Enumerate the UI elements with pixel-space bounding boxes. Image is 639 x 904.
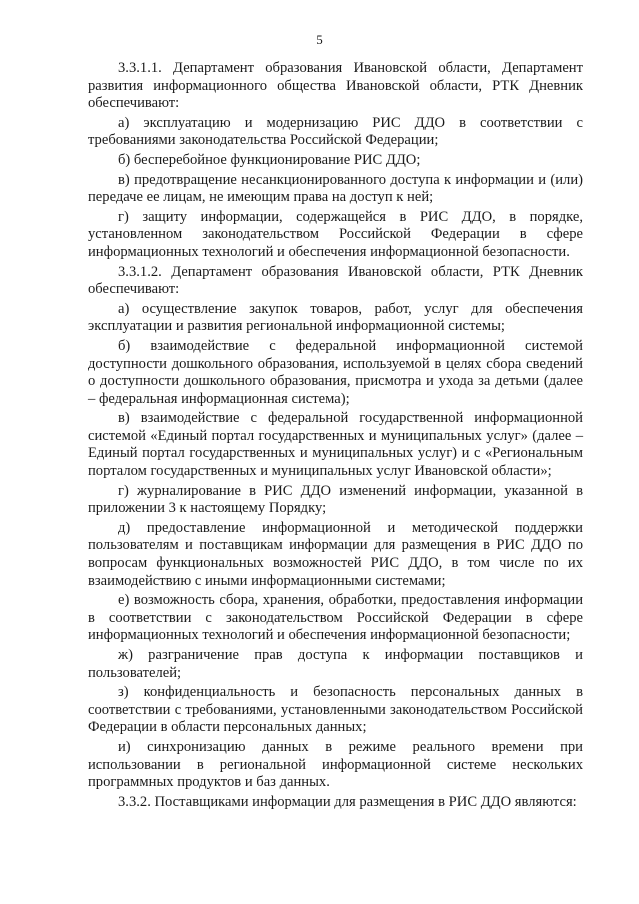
list-item-g: г) журналирование в РИС ДДО изменений информации, указанной в приложении 3 к настоящему Порядку; bbox=[88, 482, 583, 517]
list-item-zh: ж) разграничение прав доступа к информации поставщиков и пользователей; bbox=[88, 647, 583, 681]
page-number: 5 bbox=[316, 32, 323, 47]
list-item-b: б) бесперебойное функционирование РИС ДДО; bbox=[118, 151, 421, 168]
paragraph-3-3-2: 3.3.2. Поставщиками информации для размещения в РИС ДДО являются: bbox=[118, 793, 577, 810]
list-item-i: и) синхронизацию данных в режиме реального времени при использовании в региональной информационной системе нескольких программных продуктов и баз данных. bbox=[88, 738, 583, 791]
list-item-v: в) взаимодействие с федеральной государственной информационной системой «Единый портал государственных и муниципальных услуг» (далее – Единый портал государственных и муниципальных услуг) и с «Региональным порталом государственных и муниципальных услуг Ивановской области»; bbox=[88, 410, 583, 480]
list-item-a: а) эксплуатацию и модернизацию РИС ДДО в соответствии с требованиями законодательства Российской Федерации; bbox=[88, 114, 583, 149]
list-item-d: д) предоставление информационной и методической поддержки пользователям и поставщикам информации для размещения в РИС ДДО по вопросам функциональных возможностей РИС ДДО, в том числе по их взаимодействию с иными информационными системами; bbox=[88, 519, 583, 589]
document-body bbox=[88, 60, 583, 813]
paragraph-3-3-1-1: 3.3.1.1. Департамент образования Ивановской области, Департамент развития информационного общества Ивановской области, РТК Дневник обеспечивают: bbox=[88, 60, 583, 112]
list-item-b: б) взаимодействие с федеральной информационной системой доступности дошкольного образования, используемой в целях сбора сведений о доступности дошкольного образования, присмотра и ухода за детьми (далее – федеральная информационная система); bbox=[88, 337, 583, 407]
list-item-e: е) возможность сбора, хранения, обработки, предоставления информации в соответствии с законодательством Российской Федерации в сфере информационных технологий и обеспечения информационной безопасности; bbox=[88, 592, 583, 644]
list-item-g: г) защиту информации, содержащейся в РИС ДДО, в порядке, установленном законодательством Российской Федерации в сфере информационных технологий и обеспечения информационной безопасности. bbox=[88, 208, 583, 260]
list-item-z: з) конфиденциальность и безопасность персональных данных в соответствии с требованиями, установленными законодательством Российской Федерации в области персональных данных; bbox=[88, 684, 583, 736]
list-item-v: в) предотвращение несанкционированного доступа к информации и (или) передаче ее лицам, не имеющим права на доступ к ней; bbox=[88, 171, 583, 206]
paragraph-3-3-1-2: 3.3.1.2. Департамент образования Ивановской области, РТК Дневник обеспечивают: bbox=[88, 263, 583, 298]
list-item-a: а) осуществление закупок товаров, работ, услуг для обеспечения эксплуатации и развития региональной информационной системы; bbox=[88, 300, 583, 335]
